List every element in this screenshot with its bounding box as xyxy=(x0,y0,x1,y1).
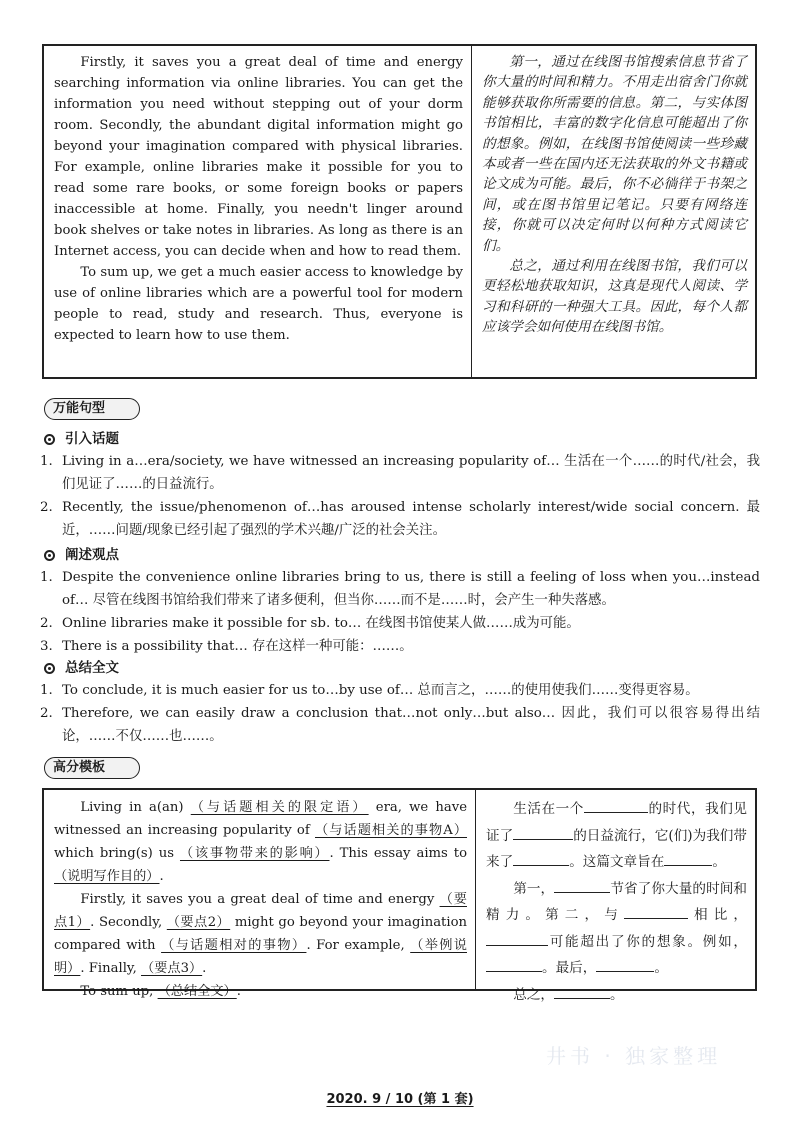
item-number: 3. xyxy=(40,639,53,654)
template-zh-paragraph-2: 第一， 节省了你大量的时间和精力。第二，与 相比，可能超出了你的想象。例如，。最后， 。 xyxy=(486,880,748,976)
template-text: . Secondly, xyxy=(90,915,163,930)
item-text: To conclude, it is much easier for us to…by use of… 总而言之，……的使用使我们……变得更容易。 xyxy=(62,683,699,698)
sample-essay-english xyxy=(44,46,472,377)
template-text: era, we have witnessed an increasing popularity of xyxy=(54,800,468,838)
watermark-text: 井书 · 独家整理 xyxy=(546,1044,722,1068)
template-text: 相比， xyxy=(687,907,748,923)
item-text: Living in a…era/society, we have witnessed an increasing popularity of… 生活在一个……的时代/社会，我们见证了……的日益流行。 xyxy=(62,454,760,492)
template-en-paragraph-2: Firstly, it saves you a great deal of time and energy （要点1）. Secondly, （要点2） might go beyond your imagination compared with （与话题相对的事物）. For example, （举例说明）. Finally, （要点3）. xyxy=(54,892,468,976)
sample-en-paragraph-2: To sum up, we get a much easier access to knowledge by use of online libraries which are a powerful tool for modern people to read, study and research. Thus, everyone is expected to learn how to use them. xyxy=(54,265,463,343)
sample-zh-paragraph-2: 总之，通过利用在线图书馆，我们可以更轻松地获取知识，这真是现代人阅读、学习和科研的一种强大工具。因此，每个人都应该学会如何使用在线图书馆。 xyxy=(482,258,747,336)
template-chinese xyxy=(476,790,755,1003)
item-text: Despite the convenience online libraries bring to us, there is still a feeling of loss when you…instead of… 尽管在线图书馆给我们带来了诸多便利，但当你……而不是……时，会产生一种失落感。 xyxy=(62,570,760,608)
template-en-paragraph-3: To sum up, （总结全文）. xyxy=(80,984,241,999)
template-text: 总之， xyxy=(513,986,554,1003)
template-text: . Finally, xyxy=(80,961,137,976)
item-number: 2. xyxy=(40,500,53,515)
template-blank: （与话题相对的事物） xyxy=(161,938,307,953)
useful-phrases-tag: 万能句型 xyxy=(44,398,140,420)
section-heading-text: 引入话题 xyxy=(65,431,119,447)
template-english xyxy=(44,790,476,999)
item-number: 2. xyxy=(40,616,53,631)
template-text: . This essay aims to xyxy=(329,846,468,861)
fill-blank xyxy=(596,958,654,972)
template-blank: （举例说明） xyxy=(54,938,467,976)
template-text: . For example, xyxy=(306,938,405,953)
sample-essay-chinese xyxy=(472,46,755,377)
fill-blank xyxy=(584,799,648,813)
list-item xyxy=(40,679,760,702)
list-item xyxy=(40,612,760,635)
template-text: 。这篇文章旨在 xyxy=(569,854,665,870)
sample-en-paragraph-1: Firstly, it saves you a great deal of time and energy searching information via online libraries. You can get the information you need without stepping out of your dorm room. Secondly, the abundant digital information might go beyond your imagination compared with physical libraries. For example, online libraries make it possible for you to read some rare books, or some foreign books or papers inaccessible at home. Finally, you needn't linger around book shelves or take notes in libraries. As long as there is an Internet access, you can decide when and how to read them. xyxy=(54,55,463,259)
item-number: 1. xyxy=(40,570,53,585)
item-text: Online libraries make it possible for sb. to… 在线图书馆使某人做……成为可能。 xyxy=(62,616,580,631)
template-text: 生活在一个 xyxy=(513,801,584,817)
template-blank: （与话题相关的事物A） xyxy=(315,823,468,838)
issue-number: 2020. 9 / 10 (第 1 套) xyxy=(326,1092,474,1107)
item-number: 2. xyxy=(40,706,53,721)
list-item xyxy=(40,702,760,748)
template-text: Firstly, it saves you a great deal of time and energy xyxy=(80,892,435,907)
sample-zh-paragraph-1: 第一，通过在线图书馆搜索信息节省了你大量的时间和精力。不用走出宿舍门你就能够获取你所需要的信息。第二，与实体图书馆相比，丰富的数字化信息可能超出了你的想象。例如，在线图书馆使阅读一些珍藏本或者一些在国内还无法获取的外文书籍或论文成为可能。最后，你不必徜徉于书架之间，或在图书馆里记笔记。只要有网络连接，你就可以决定何时以何种方式阅读它们。 xyxy=(482,54,747,254)
fill-blank xyxy=(624,905,688,919)
template-text: which bring(s) us xyxy=(54,846,175,861)
template-text: 节省了你大量的时间和精力。第二，与 xyxy=(486,880,748,923)
template-text: 第一， xyxy=(513,880,555,897)
item-number: 1. xyxy=(40,683,53,698)
template-tag: 高分模板 xyxy=(44,757,140,779)
item-number: 1. xyxy=(40,454,53,469)
target-icon xyxy=(44,550,55,561)
section-heading xyxy=(40,428,760,450)
section-introduce-topic xyxy=(40,428,760,542)
template-zh-paragraph-1: 生活在一个 的时代，我们见证了 的日益流行，它(们)为我们带来了 。这篇文章旨在 。 xyxy=(486,801,748,870)
list-item xyxy=(40,566,760,612)
template-box xyxy=(42,788,757,1003)
list-item xyxy=(40,496,760,542)
section-conclusion xyxy=(40,657,760,748)
fill-blank xyxy=(664,852,712,866)
section-heading xyxy=(40,657,760,679)
fill-blank xyxy=(486,958,542,972)
template-blank: （要点3） xyxy=(141,961,203,976)
template-text: 的时代，我们见证了 xyxy=(486,801,748,844)
template-text: might go beyond your imagination compared with xyxy=(54,915,468,953)
template-text: 。最后， xyxy=(542,960,597,976)
fill-blank xyxy=(513,826,573,840)
page-footer xyxy=(0,1088,800,1107)
item-text: Therefore, we can easily draw a conclusion that…not only…but also… 因此，我们可以很容易得出结论，……不仅……也……。 xyxy=(62,706,760,744)
template-blank: （与话题相关的限定语） xyxy=(190,800,369,815)
target-icon xyxy=(44,434,55,445)
section-heading-text: 总结全文 xyxy=(65,660,119,676)
fill-blank xyxy=(513,852,569,866)
template-blank: （说明写作目的） xyxy=(54,869,160,884)
template-blank: （该事物带来的影响） xyxy=(179,846,330,861)
item-text: There is a possibility that… 存在这样一种可能：……。 xyxy=(62,639,413,654)
template-en-paragraph-1: Living in a(an) （与话题相关的限定语） era, we have witnessed an increasing popularity of （与话题相关的事物A） which bring(s) us （该事物带来的影响）. This essay aims to （说明写作目的）. xyxy=(54,800,468,884)
target-icon xyxy=(44,663,55,674)
template-zh-paragraph-3: 总之， 。 xyxy=(513,986,624,1003)
list-item xyxy=(40,450,760,496)
fill-blank xyxy=(486,932,548,946)
item-text: Recently, the issue/phenomenon of…has aroused intense scholarly interest/wide social concern. 最近，……问题/现象已经引起了强烈的学术兴趣/广泛的社会关注。 xyxy=(62,500,760,538)
sample-essay-box xyxy=(42,44,757,379)
list-item xyxy=(40,635,760,658)
template-text: To sum up, xyxy=(80,984,154,999)
fill-blank xyxy=(554,879,610,893)
section-state-views xyxy=(40,544,760,658)
template-blank: （总结全文） xyxy=(157,984,237,999)
template-blank: （要点1） xyxy=(54,892,467,930)
section-heading xyxy=(40,544,760,566)
template-text: Living in a(an) xyxy=(80,800,184,815)
section-heading-text: 阐述观点 xyxy=(65,547,119,563)
template-text: 可能超出了你的想象。例如， xyxy=(548,933,747,950)
template-text: 的日益流行，它(们)为我们带来了 xyxy=(486,827,748,870)
template-blank: （要点2） xyxy=(166,915,231,930)
fill-blank xyxy=(554,985,610,999)
